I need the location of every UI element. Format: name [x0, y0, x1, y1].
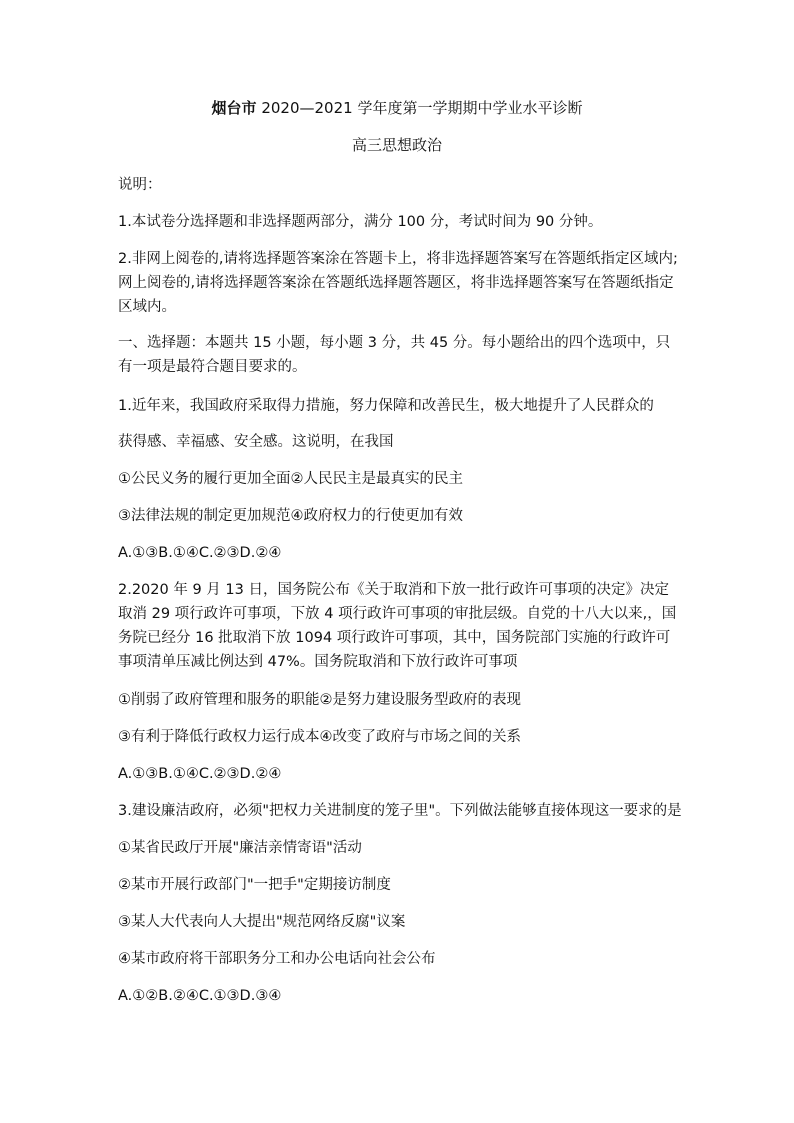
question-1-options-row-2: ③法律法规的制定更加规范④政府权力的行使更加有效: [118, 508, 463, 524]
question-3-choices: A.①②B.②④C.①③D.③④: [118, 988, 282, 1004]
question-2-options-row-2: ③有利于降低行政权力运行成本④改变了政府与市场之间的关系: [118, 729, 521, 745]
question-1-stem-line-2: 获得感、幸福感、安全感。这说明，在我国: [118, 434, 394, 450]
instruction-item-1: 1.本试卷分选择题和非选择题两部分，满分 100 分，考试时间为 90 分钟。: [118, 214, 603, 230]
title-city: 烟台市: [211, 99, 257, 117]
page-title: [0, 98, 794, 118]
question-3-option-2: ②某市开展行政部门"一把手"定期接访制度: [118, 877, 391, 893]
question-3-option-3: ③某人大代表向人大提出"规范网络反腐"议案: [118, 914, 406, 930]
question-1-stem-line-1: 1.近年来，我国政府采取得力措施，努力保障和改善民生，极大地提升了人民群众的: [118, 398, 654, 414]
title-rest: 2020—2021 学年度第一学期期中学业水平诊断: [256, 99, 583, 117]
page-subtitle: 高三思想政治: [351, 136, 442, 154]
question-1-options-row-1: ①公民义务的履行更加全面②人民民主是最真实的民主: [118, 471, 463, 487]
question-2-options-row-1: ①削弱了政府管理和服务的职能②是努力建设服务型政府的表现: [118, 692, 521, 708]
question-3-stem: 3.建设廉洁政府，必须"把权力关进制度的笼子里"。下列做法能够直接体现这一要求的是: [118, 803, 682, 819]
section-heading: 一、选择题：本题共 15 小题，每小题 3 分，共 45 分。每小题给出的四个选项中，只有一项是最符合题目要求的。: [118, 335, 671, 375]
question-1-choices: A.①③B.①④C.②③D.②④: [118, 545, 282, 561]
instruction-item-2: 2.非网上阅卷的,请将选择题答案涂在答题卡上，将非选择题答案写在答题纸指定区域内;网上阅卷的,请将选择题答案涂在答题纸选择题答题区，将非选择题答案写在答题纸指定区域内。: [118, 251, 678, 315]
instructions-heading: 说明：: [118, 177, 162, 193]
question-2-choices: A.①③B.①④C.②③D.②④: [118, 766, 282, 782]
question-3-option-4: ④某市政府将干部职务分工和办公电话向社会公布: [118, 951, 436, 967]
question-3-option-1: ①某省民政厅开展"廉洁亲情寄语"活动: [118, 840, 362, 856]
question-2-stem: 2.2020 年 9 月 13 日，国务院公布《关于取消和下放一批行政许可事项的决定》决定取消 29 项行政许可事项，下放 4 项行政许可事项的审批层级。自党的十八大以来,，国务院已经分 16 批取消下放 1094 项行政许可事项，其中，国务院部门实施的行政许可事项清单压减比例达到 47%。国务院取消和下放行政许可事项: [118, 582, 677, 670]
